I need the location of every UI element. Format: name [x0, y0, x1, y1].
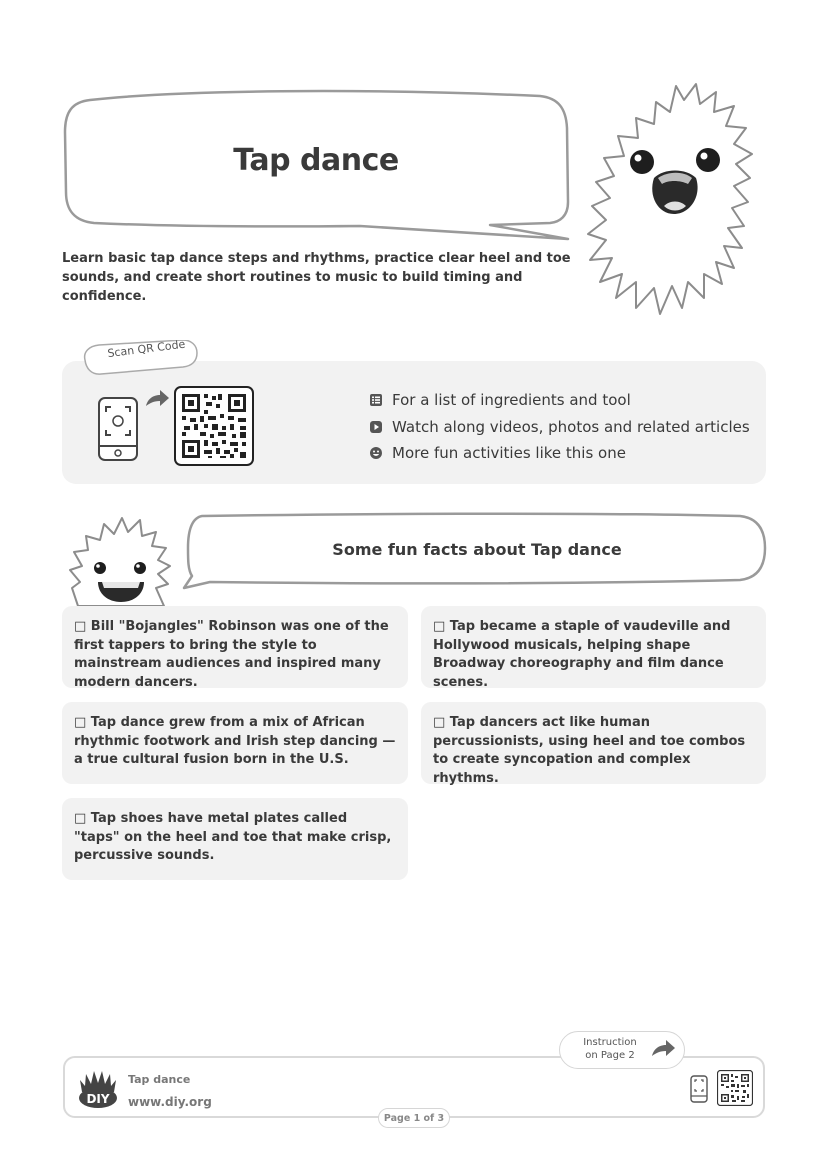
scan-qr-label: Scan QR Code [106, 337, 186, 361]
fact-card [62, 798, 408, 880]
instruction-note [572, 1036, 648, 1062]
page-title: Tap dance [233, 142, 399, 178]
intro-paragraph: Learn basic tap dance steps and rhythms, practice clear heel and toe sounds, and create short routines to music to build timing and confidence. [62, 251, 571, 304]
fact-text: □ Tap dancers act like human percussionists, using heel and toe combos to create syncopation and complex rhythms. [433, 715, 746, 786]
diy-logo-text: DIY [86, 1092, 110, 1106]
instruction-line: on Page 2 [585, 1050, 635, 1061]
fact-card [62, 606, 408, 688]
fact-text: □ Bill "Bojangles" Robinson was one of the first tappers to bring the style to mainstream audiences and inspired many modern dancers. [74, 619, 389, 690]
phone-scan-icon [96, 396, 140, 462]
phone-scan-icon [689, 1074, 711, 1104]
facts-heading: Some fun facts about Tap dance [332, 539, 622, 559]
arrow-right-icon [650, 1038, 676, 1060]
qr-benefit-item [369, 440, 759, 467]
qr-benefit-item [369, 387, 759, 414]
smiley-icon [369, 446, 383, 460]
qr-benefit-label: For a list of ingredients and tool [392, 391, 631, 410]
arrow-right-icon [144, 388, 170, 410]
qr-benefit-label: More fun activities like this one [392, 444, 626, 463]
fact-card [62, 702, 408, 784]
footer-title: Tap dance [128, 1073, 191, 1086]
instruction-line: Instruction [583, 1037, 637, 1048]
fact-card [421, 606, 766, 688]
footer-url[interactable]: www.diy.org [128, 1095, 212, 1109]
qr-benefits-list [369, 387, 759, 467]
page-number: Page 1 of 3 [378, 1108, 450, 1128]
fact-card [421, 702, 766, 784]
yeti-mascot-illustration [584, 78, 768, 326]
footer-qr-code [717, 1070, 753, 1106]
qr-benefit-item [369, 414, 759, 441]
qr-code-image [174, 386, 254, 466]
small-yeti-illustration [64, 508, 180, 606]
fact-text: □ Tap became a staple of vaudeville and Hollywood musicals, helping shape Broadway choreography and film dance scenes. [433, 619, 731, 690]
play-icon [369, 420, 383, 434]
diy-logo [76, 1068, 120, 1110]
fact-text: □ Tap dance grew from a mix of African rhythmic footwork and Irish step dancing — a true cultural fusion born in the U.S. [74, 715, 396, 767]
fact-text: □ Tap shoes have metal plates called "taps" on the heel and toe that make crisp, percussive sounds. [74, 811, 392, 863]
qr-benefit-label: Watch along videos, photos and related articles [392, 417, 750, 436]
list-icon [369, 393, 383, 407]
